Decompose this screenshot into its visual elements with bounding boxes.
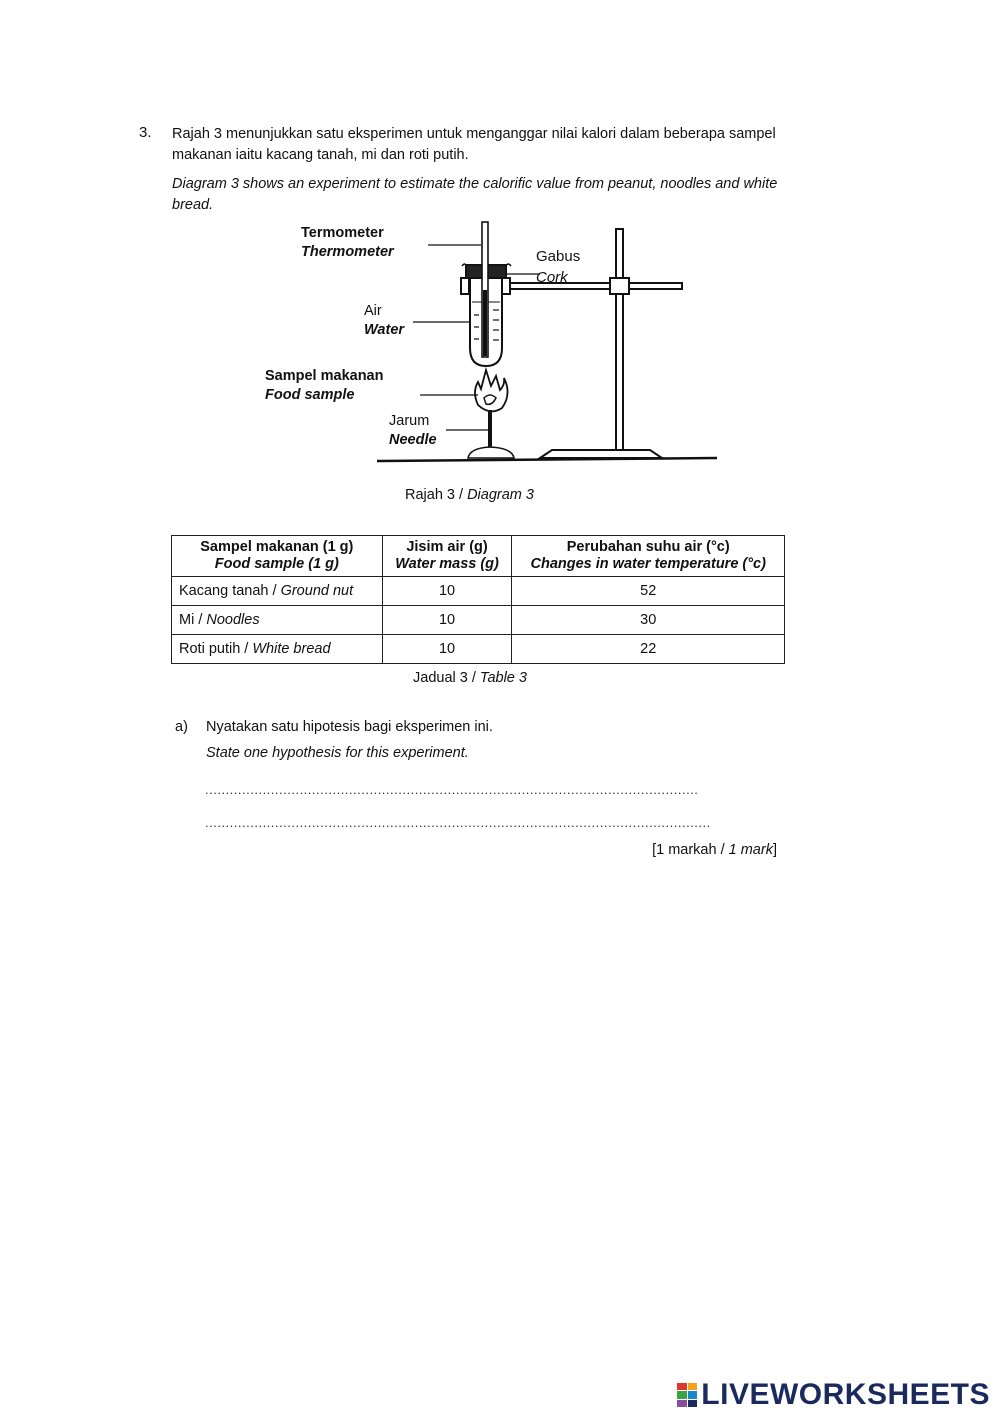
part-a-label: a) (175, 719, 188, 735)
header-temp-en: Changes in water temperature (°c) (530, 556, 766, 572)
part-a-text-english: State one hypothesis for this experiment. (206, 745, 469, 761)
table-row (172, 606, 785, 635)
cell-mass: 10 (382, 635, 512, 664)
label-water (364, 302, 404, 340)
diagram-caption (405, 487, 534, 503)
table-caption-ms: Jadual 3 / (413, 670, 480, 686)
logo-text: LIVEWORKSHEETS (701, 1378, 990, 1411)
label-thermometer-en: Thermometer (301, 244, 394, 260)
question-text-malay: Rajah 3 menunjukkan satu eksperimen untuk menganggar nilai kalori dalam beberapa sampel makanan iaitu kacang tanah, mi dan roti putih. (172, 126, 776, 163)
header-mass-en: Water mass (g) (395, 556, 499, 572)
cell-food-ms: Kacang tanah / (179, 583, 281, 599)
table-row (172, 577, 785, 606)
answer-line-1[interactable]: ........................................................................................................................ (205, 782, 699, 797)
cell-temp: 52 (512, 577, 785, 606)
cell-mass: 10 (382, 606, 512, 635)
needle-base (468, 447, 514, 458)
question-text-english: Diagram 3 shows an experiment to estimate the calorific value from peanut, noodles and white bread. (172, 176, 778, 213)
header-mass-ms: Jisim air (g) (406, 539, 488, 555)
cell-food (172, 635, 383, 664)
mark-en: 1 mark (728, 842, 773, 858)
mark-close: ] (772, 842, 777, 858)
mark-ms: [1 markah / (652, 842, 729, 858)
label-needle-ms: Jarum (389, 413, 430, 429)
cell-food-en: Noodles (206, 612, 260, 628)
cell-food-ms: Mi / (179, 612, 207, 628)
label-thermometer-ms: Termometer (301, 225, 384, 241)
diagram-caption-ms: Rajah 3 / (405, 487, 468, 503)
answer-line-2[interactable]: ........................................................................................................................... (205, 815, 711, 830)
label-food-ms: Sampel makanan (265, 368, 384, 384)
retort-stand-rod (616, 229, 623, 450)
cell-food (172, 577, 383, 606)
header-temp-ms: Perubahan suhu air (°c) (566, 539, 730, 555)
table-caption (413, 670, 527, 686)
results-table (171, 535, 785, 664)
logo-mark-icon (677, 1383, 697, 1407)
part-a-text-malay: Nyatakan satu hipotesis bagi eksperimen ini. (206, 719, 493, 735)
liveworksheets-logo (677, 1378, 990, 1412)
label-food-en: Food sample (265, 387, 355, 403)
flame (475, 370, 508, 411)
tube-clamp-left (461, 278, 469, 294)
mark-allocation (652, 842, 777, 858)
table-row (172, 635, 785, 664)
header-water-mass (382, 536, 512, 577)
label-cork-en: Cork (536, 269, 568, 286)
experiment-diagram (0, 0, 1000, 480)
clamp-boss (610, 278, 629, 294)
label-water-ms: Air (364, 303, 382, 319)
cell-food-en: Ground nut (280, 583, 354, 599)
header-temp-change (512, 536, 785, 577)
cell-mass: 10 (382, 577, 512, 606)
table-caption-en: Table 3 (479, 670, 527, 686)
question-number: 3. (139, 124, 152, 141)
diagram-caption-en: Diagram 3 (467, 487, 534, 503)
cell-temp: 30 (512, 606, 785, 635)
label-cork (536, 246, 580, 288)
stand-base (540, 450, 662, 458)
label-food-sample (265, 367, 383, 405)
cell-food-ms: Roti putih / (179, 641, 253, 657)
cell-temp: 22 (512, 635, 785, 664)
cell-food (172, 606, 383, 635)
table-header-row (172, 536, 785, 577)
header-food-ms: Sampel makanan (1 g) (200, 539, 354, 555)
label-thermometer (301, 224, 394, 262)
header-food-en: Food sample (1 g) (214, 556, 339, 572)
label-water-en: Water (364, 322, 405, 338)
cell-food-en: White bread (252, 641, 331, 657)
label-needle (389, 412, 437, 450)
header-food-sample (172, 536, 383, 577)
label-cork-ms: Gabus (536, 248, 581, 265)
tube-clamp-right (502, 278, 510, 294)
label-needle-en: Needle (389, 432, 437, 448)
